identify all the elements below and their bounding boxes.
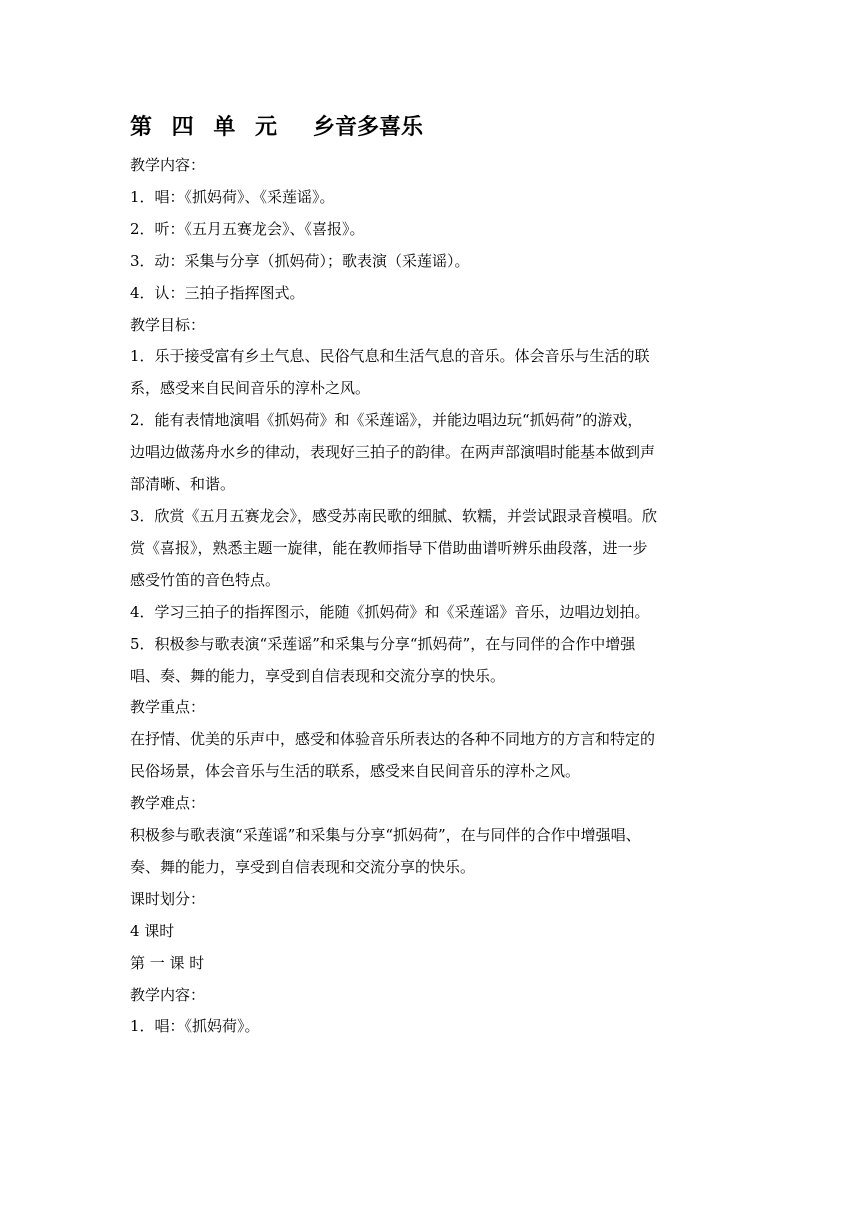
schedule-value: 4 课时 xyxy=(130,921,175,940)
section-heading-content: 教学内容： xyxy=(130,156,206,174)
key-point-line: 在抒情、优美的乐声中，感受和体验音乐所表达的各种不同地方的方言和特定的 xyxy=(130,730,656,749)
section-heading-goals: 教学目标： xyxy=(130,315,206,334)
section-heading-schedule: 课时划分： xyxy=(130,889,206,908)
goal-line: 部清晰、和谐。 xyxy=(130,475,236,494)
content-item-2: 2．听：《五月五赛龙会》、《喜报》。 xyxy=(130,219,365,238)
difficulty-line: 奏、舞的能力，享受到自信表现和交流分享的快乐。 xyxy=(130,857,476,876)
goal-line: 边唱边做荡舟水乡的律动，表现好三拍子的韵律。在两声部演唱时能基本做到声 xyxy=(130,443,656,462)
goal-line: 唱、奏、舞的能力，享受到自信表现和交流分享的快乐。 xyxy=(130,666,506,685)
unit-title xyxy=(130,110,734,146)
content-item-1: 1．唱：《抓妈荷》、《采莲谣》。 xyxy=(130,187,335,206)
content-item-4: 4．认：三拍子指挥图式。 xyxy=(130,283,305,302)
goal-line: 1．乐于接受富有乡土气息、民俗气息和生活气息的音乐。体会音乐与生活的联 xyxy=(130,347,650,366)
unit-number: 第 四 单 元 xyxy=(130,115,283,140)
goal-line: 系，感受来自民间音乐的淳朴之风。 xyxy=(130,379,371,398)
goal-line: 2．能有表情地演唱《抓妈荷》和《采莲谣》，并能边唱边玩“抓妈荷”的游戏， xyxy=(130,411,643,430)
key-point-line: 民俗场景，体会音乐与生活的联系，感受来自民间音乐的淳朴之风。 xyxy=(130,762,581,781)
content-item-3: 3．动：采集与分享（抓妈荷）；歌表演（采莲谣）。 xyxy=(130,251,470,270)
goal-line: 赏《喜报》，熟悉主题一旋律，能在教师指导下借助曲谱听辨乐曲段落，进一步 xyxy=(130,538,648,557)
goal-line: 感受竹笛的音色特点。 xyxy=(130,570,281,589)
goal-line: 4．学习三拍子的指挥图示，能随《抓妈荷》和《采莲谣》音乐，边唱边划拍。 xyxy=(130,602,650,621)
goal-line: 3．欣赏《五月五赛龙会》，感受苏南民歌的细腻、软糯，并尝试跟录音模唱。欣 xyxy=(130,506,658,525)
section-heading-key-points: 教学重点： xyxy=(130,698,206,717)
document-page xyxy=(130,110,734,1043)
lesson-content-heading: 教学内容： xyxy=(130,985,206,1004)
section-heading-difficulties: 教学难点： xyxy=(130,794,206,813)
lesson-heading: 第 一 课 时 xyxy=(130,953,205,972)
lesson-content-item-1: 1．唱：《抓妈荷》。 xyxy=(130,1017,260,1036)
unit-name: 乡音多喜乐 xyxy=(312,115,423,140)
goal-line: 5．积极参与歌表演“采莲谣”和采集与分享“抓妈荷”，在与同伴的合作中增强 xyxy=(130,634,636,653)
difficulty-line: 积极参与歌表演“采莲谣”和采集与分享“抓妈荷”，在与同伴的合作中增强唱、 xyxy=(130,826,641,845)
